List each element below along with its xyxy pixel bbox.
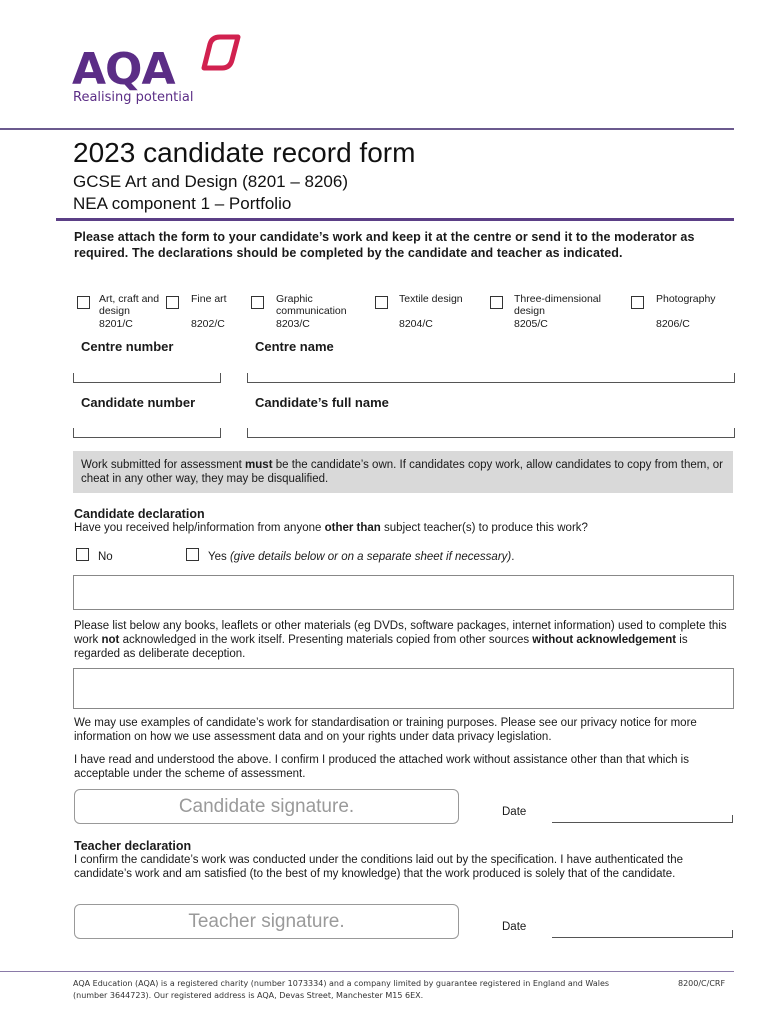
logo-tagline: Realising potential <box>73 90 194 105</box>
title-divider <box>56 218 734 221</box>
option-checkbox-8201[interactable] <box>77 296 90 309</box>
subtitle-component: NEA component 1 – Portfolio <box>73 194 292 213</box>
option-code-8203: 8203/C <box>276 318 310 330</box>
option-name-8205: Three-dimensional design <box>514 293 601 317</box>
option-code-8206: 8206/C <box>656 318 690 330</box>
candidate-declaration-heading: Candidate declaration <box>74 507 205 521</box>
teacher-declaration-text: I confirm the candidate’s work was conducted under the conditions laid out by the specification. I have authenticated the candidate’s work and am satisfied (to the best of my knowledge) that the work produced is solely that of the candidate. <box>74 854 684 880</box>
option-code-8204: 8204/C <box>399 318 433 330</box>
help-question: Have you received help/information from anyone other than subject teacher(s) to produce this work? <box>74 522 588 534</box>
option-name-8203: Graphic communication <box>276 293 347 317</box>
option-checkbox-8202[interactable] <box>166 296 179 309</box>
candidate-number-field[interactable] <box>73 428 221 438</box>
option-code-8201: 8201/C <box>99 318 133 330</box>
teacher-signature-field[interactable]: Teacher signature. <box>74 904 459 939</box>
option-name-8202: Fine art <box>191 293 227 305</box>
option-name-8204: Textile design <box>399 293 463 305</box>
help-details-box[interactable] <box>73 575 734 610</box>
option-checkbox-8206[interactable] <box>631 296 644 309</box>
page-title: 2023 candidate record form <box>73 137 416 168</box>
own-work-notice: Work submitted for assessment must be the candidate’s own. If candidates copy work, allow candidates to copy from them, or cheat in any other way, they may be disqualified. <box>73 451 733 493</box>
centre-number-label: Centre number <box>81 339 174 354</box>
materials-instruction: Please list below any books, leaflets or other materials (eg DVDs, software packages, internet information) used to complete this work not acknowledged in the work itself. Presenting materials copied from other sources without acknowledgement is regarded as deliberate deception. <box>74 620 727 660</box>
option-code-8205: 8205/C <box>514 318 548 330</box>
intro-text: Please attach the form to your candidate’s work and keep it at the centre or send it to the moderator as required. The declarations should be completed by the candidate and teacher as indicated. <box>74 230 695 260</box>
help-yes-checkbox[interactable] <box>186 548 199 561</box>
footer-divider <box>0 971 734 972</box>
candidate-date-label: Date <box>502 806 527 818</box>
candidate-number-label: Candidate number <box>81 395 196 410</box>
teacher-date-field[interactable] <box>552 930 733 938</box>
subtitle-qualification: GCSE Art and Design (8201 – 8206) <box>73 172 348 191</box>
option-name-8201: Art, craft and design <box>99 293 160 317</box>
option-checkbox-8205[interactable] <box>490 296 503 309</box>
help-yes-label: Yes (give details below or on a separate sheet if necessary). <box>208 551 515 563</box>
centre-name-field[interactable] <box>247 373 735 383</box>
teacher-declaration-heading: Teacher declaration <box>74 839 192 853</box>
candidate-signature-field[interactable]: Candidate signature. <box>74 789 459 824</box>
teacher-date-label: Date <box>502 921 527 933</box>
candidate-date-field[interactable] <box>552 815 733 823</box>
option-checkbox-8204[interactable] <box>375 296 388 309</box>
logo-leaf-icon <box>200 34 242 72</box>
help-no-checkbox[interactable] <box>76 548 89 561</box>
candidate-full-name-field[interactable] <box>247 428 735 438</box>
privacy-notice-text: We may use examples of candidate’s work for standardisation or training purposes. Please see our privacy notice for more information on how we use assessment data and on your rights under data privacy legislation. <box>74 717 697 743</box>
candidate-full-name-label: Candidate’s full name <box>255 395 389 410</box>
header-divider <box>0 128 734 130</box>
footer-legal-text: AQA Education (AQA) is a registered charity (number 1073334) and a company limited by guarantee registered in England and Wales (number 3644723). Our registered address is AQA, Devas Street, Manchester M15 6EX. <box>73 979 610 1000</box>
option-name-8206: Photography <box>656 293 716 305</box>
centre-number-field[interactable] <box>73 373 221 383</box>
aqa-logo: AQA <box>72 44 175 95</box>
candidate-confirm-text: I have read and understood the above. I confirm I produced the attached work without assistance other than that which is acceptable under the scheme of assessment. <box>74 754 689 780</box>
option-code-8202: 8202/C <box>191 318 225 330</box>
centre-name-label: Centre name <box>255 339 334 354</box>
materials-box[interactable] <box>73 668 734 709</box>
footer-form-code: 8200/C/CRF <box>678 979 726 988</box>
help-no-label: No <box>98 551 113 563</box>
option-checkbox-8203[interactable] <box>251 296 264 309</box>
